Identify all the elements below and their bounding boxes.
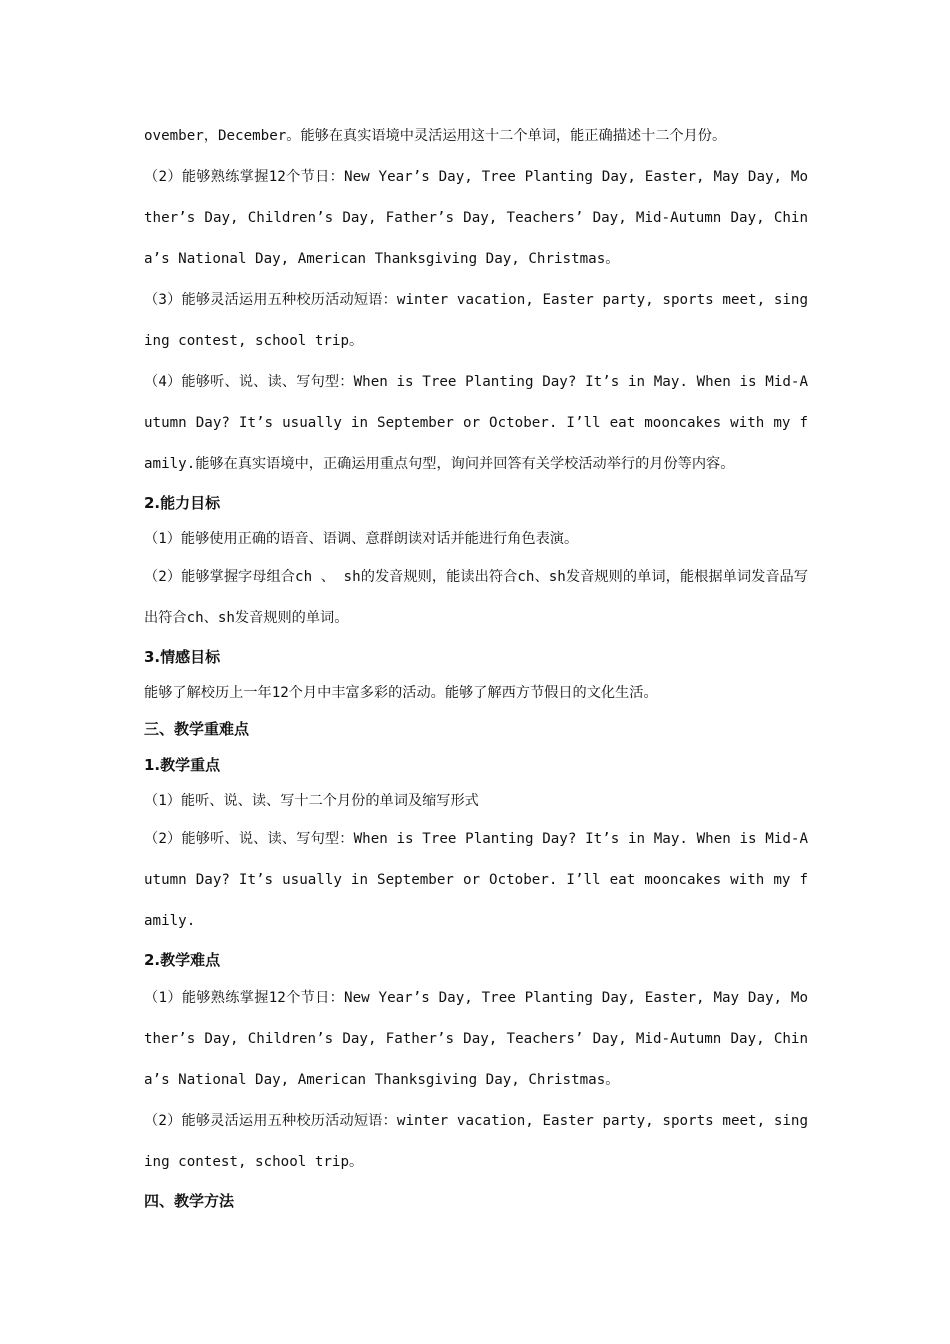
paragraph-key-2: （2）能够听、说、读、写句型：When is Tree Planting Day? It’s in May. When is Mid-Autumn Day? It’s usually in September or October. I’ll eat mooncakes with my family.: [144, 831, 808, 929]
paragraph-emotion-1: 能够了解校历上一年12个月中丰富多彩的活动。能够了解西方节假日的文化生活。: [144, 685, 658, 701]
paragraph-festivals: （2）能够熟练掌握12个节日：New Year’s Day, Tree Planting Day, Easter, May Day, Mother’s Day, Children’s Day, Father’s Day, Teachers’ Day, Mid-Autumn Day, China’s National Day, American Thanksgiving Day, Christmas。: [144, 169, 808, 267]
heading-section-3: 三、教学重难点: [144, 720, 250, 738]
paragraph-ability-1: （1）能够使用正确的语音、语调、意群朗读对话并能进行角色表演。: [144, 531, 579, 547]
heading-emotion-goals: 3.情感目标: [144, 648, 221, 666]
paragraph-difficulty-2: （2）能够灵活运用五种校历活动短语：winter vacation, Easter party, sports meet, singing contest, school trip。: [144, 1113, 808, 1170]
paragraph-difficulty-1: （1）能够熟练掌握12个节日：New Year’s Day, Tree Planting Day, Easter, May Day, Mother’s Day, Children’s Day, Father’s Day, Teachers’ Day, Mid-Autumn Day, China’s National Day, American Thanksgiving Day, Christmas。: [144, 990, 808, 1088]
paragraph-activities: （3）能够灵活运用五种校历活动短语：winter vacation, Easter party, sports meet, singing contest, school trip。: [144, 292, 808, 349]
paragraph-ability-2: （2）能够掌握字母组合ch 、 sh的发音规则，能读出符合ch、sh发音规则的单词，能根据单词发音品写出符合ch、sh发音规则的单词。: [144, 569, 808, 626]
paragraph-key-1: （1）能听、说、读、写十二个月份的单词及缩写形式: [144, 793, 479, 809]
heading-ability-goals: 2.能力目标: [144, 494, 221, 512]
paragraph-months-tail: ovember，December。能够在真实语境中灵活运用这十二个单词，能正确描述十二个月份。: [144, 128, 727, 144]
heading-section-4: 四、教学方法: [144, 1192, 235, 1210]
paragraph-sentence-patterns: （4）能够听、说、读、写句型：When is Tree Planting Day? It’s in May. When is Mid-Autumn Day? It’s usually in September or October. I’ll eat mooncakes with my family.能够在真实语境中，正确运用重点句型，询问并回答有关学校活动举行的月份等内容。: [144, 374, 808, 472]
heading-key-points: 1.教学重点: [144, 756, 221, 774]
heading-difficulties: 2.教学难点: [144, 951, 221, 969]
document-body: [144, 120, 808, 1219]
